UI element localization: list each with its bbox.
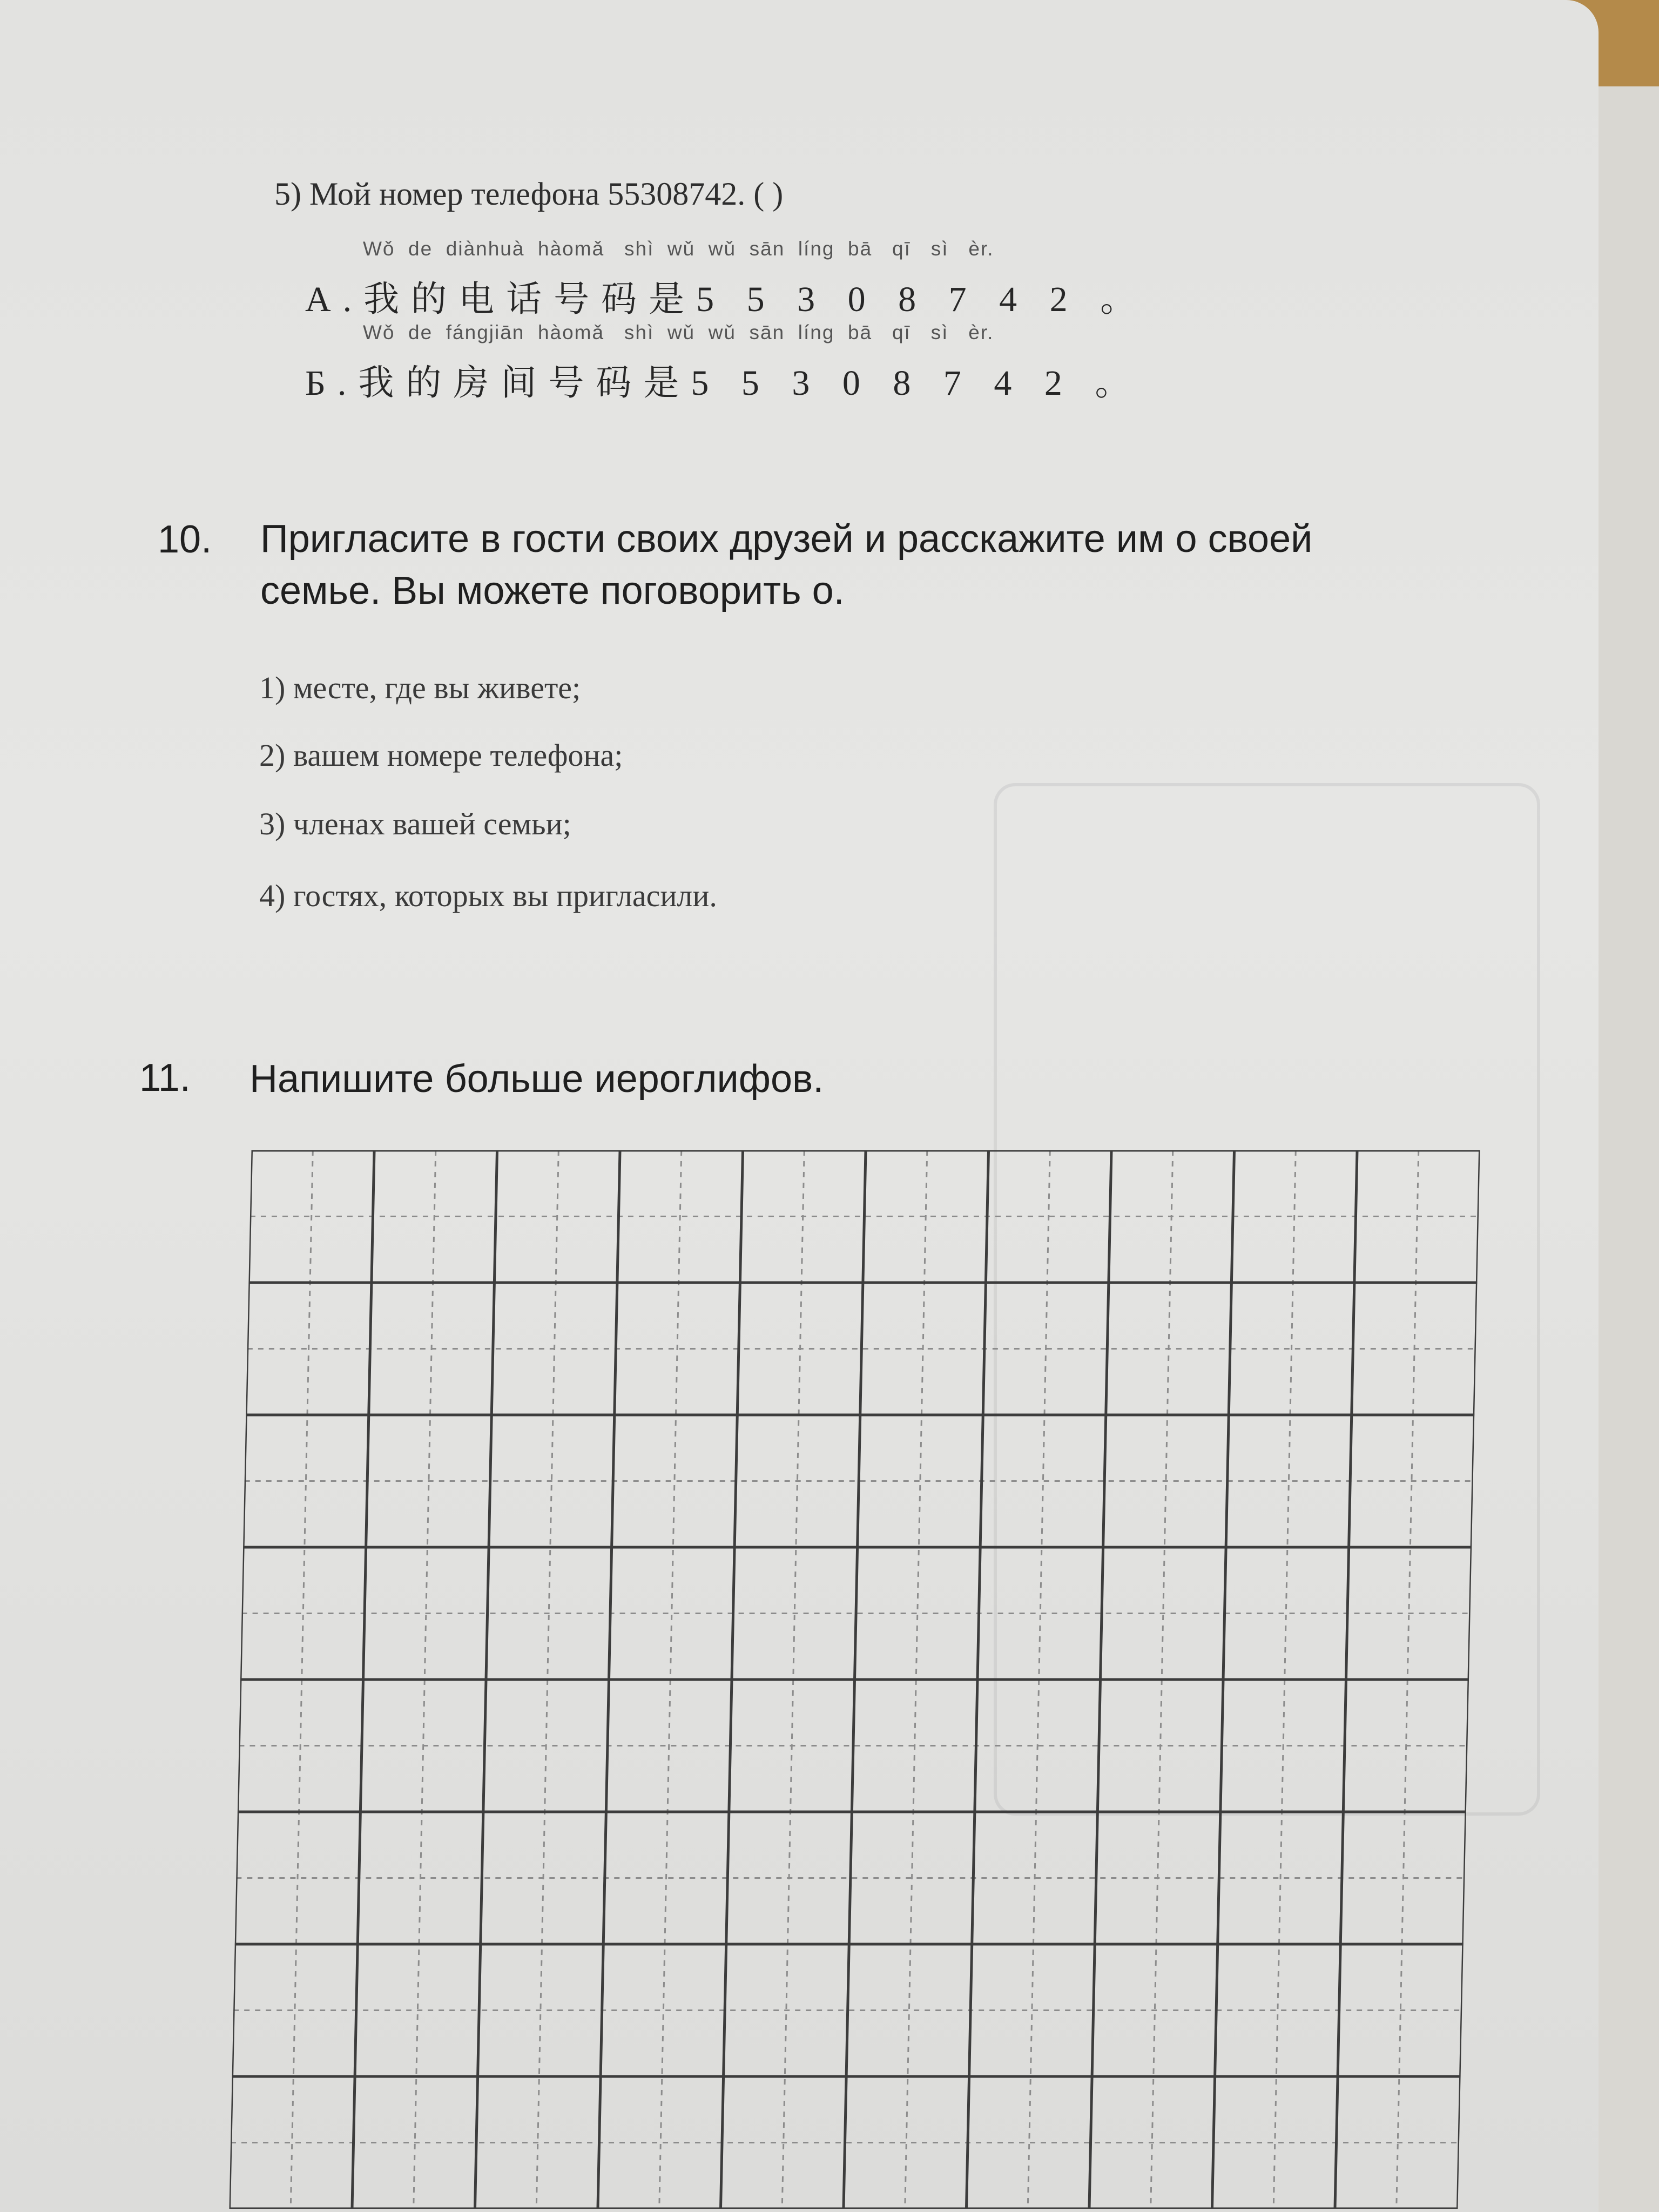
list-item: 4) гостях, которых вы пригласили. [259,878,717,913]
option-b-pinyin: Wǒ de fángjiān hàomǎ shì wǔ wǔ sān líng bā qī sì èr. [363,321,994,343]
exercise10-instruction [260,513,1502,617]
exercise5-question: 5) Мой номер телефона 55308742. ( ) [274,176,784,212]
exercise10-line2: семье. Вы можете поговорить о. [260,569,845,612]
list-item: 1) месте, где вы живете; [259,670,581,705]
writing-grid-lines [229,1150,1480,2209]
exercise11-number: 11. [139,1056,191,1100]
option-a-text: А.我的电话号码是5 5 3 0 8 7 4 2 。 [305,280,1148,319]
exercise11-instruction: Напишите больше иероглифов. [249,1057,824,1101]
exercise10-line1: Пригласите в гости своих друзей и расскажите им о своей [260,517,1313,561]
list-item: 2) вашем номере телефона; [259,738,623,773]
writing-grid[interactable] [229,1150,1480,2209]
exercise10-number: 10. [158,518,212,561]
option-a-pinyin: Wǒ de diànhuà hàomǎ shì wǔ wǔ sān líng bā qī sì èr. [363,238,994,260]
list-item: 3) членах вашей семьи; [259,806,571,841]
option-b-text: Б.我的房间号码是5 5 3 0 8 7 4 2 。 [305,363,1143,403]
